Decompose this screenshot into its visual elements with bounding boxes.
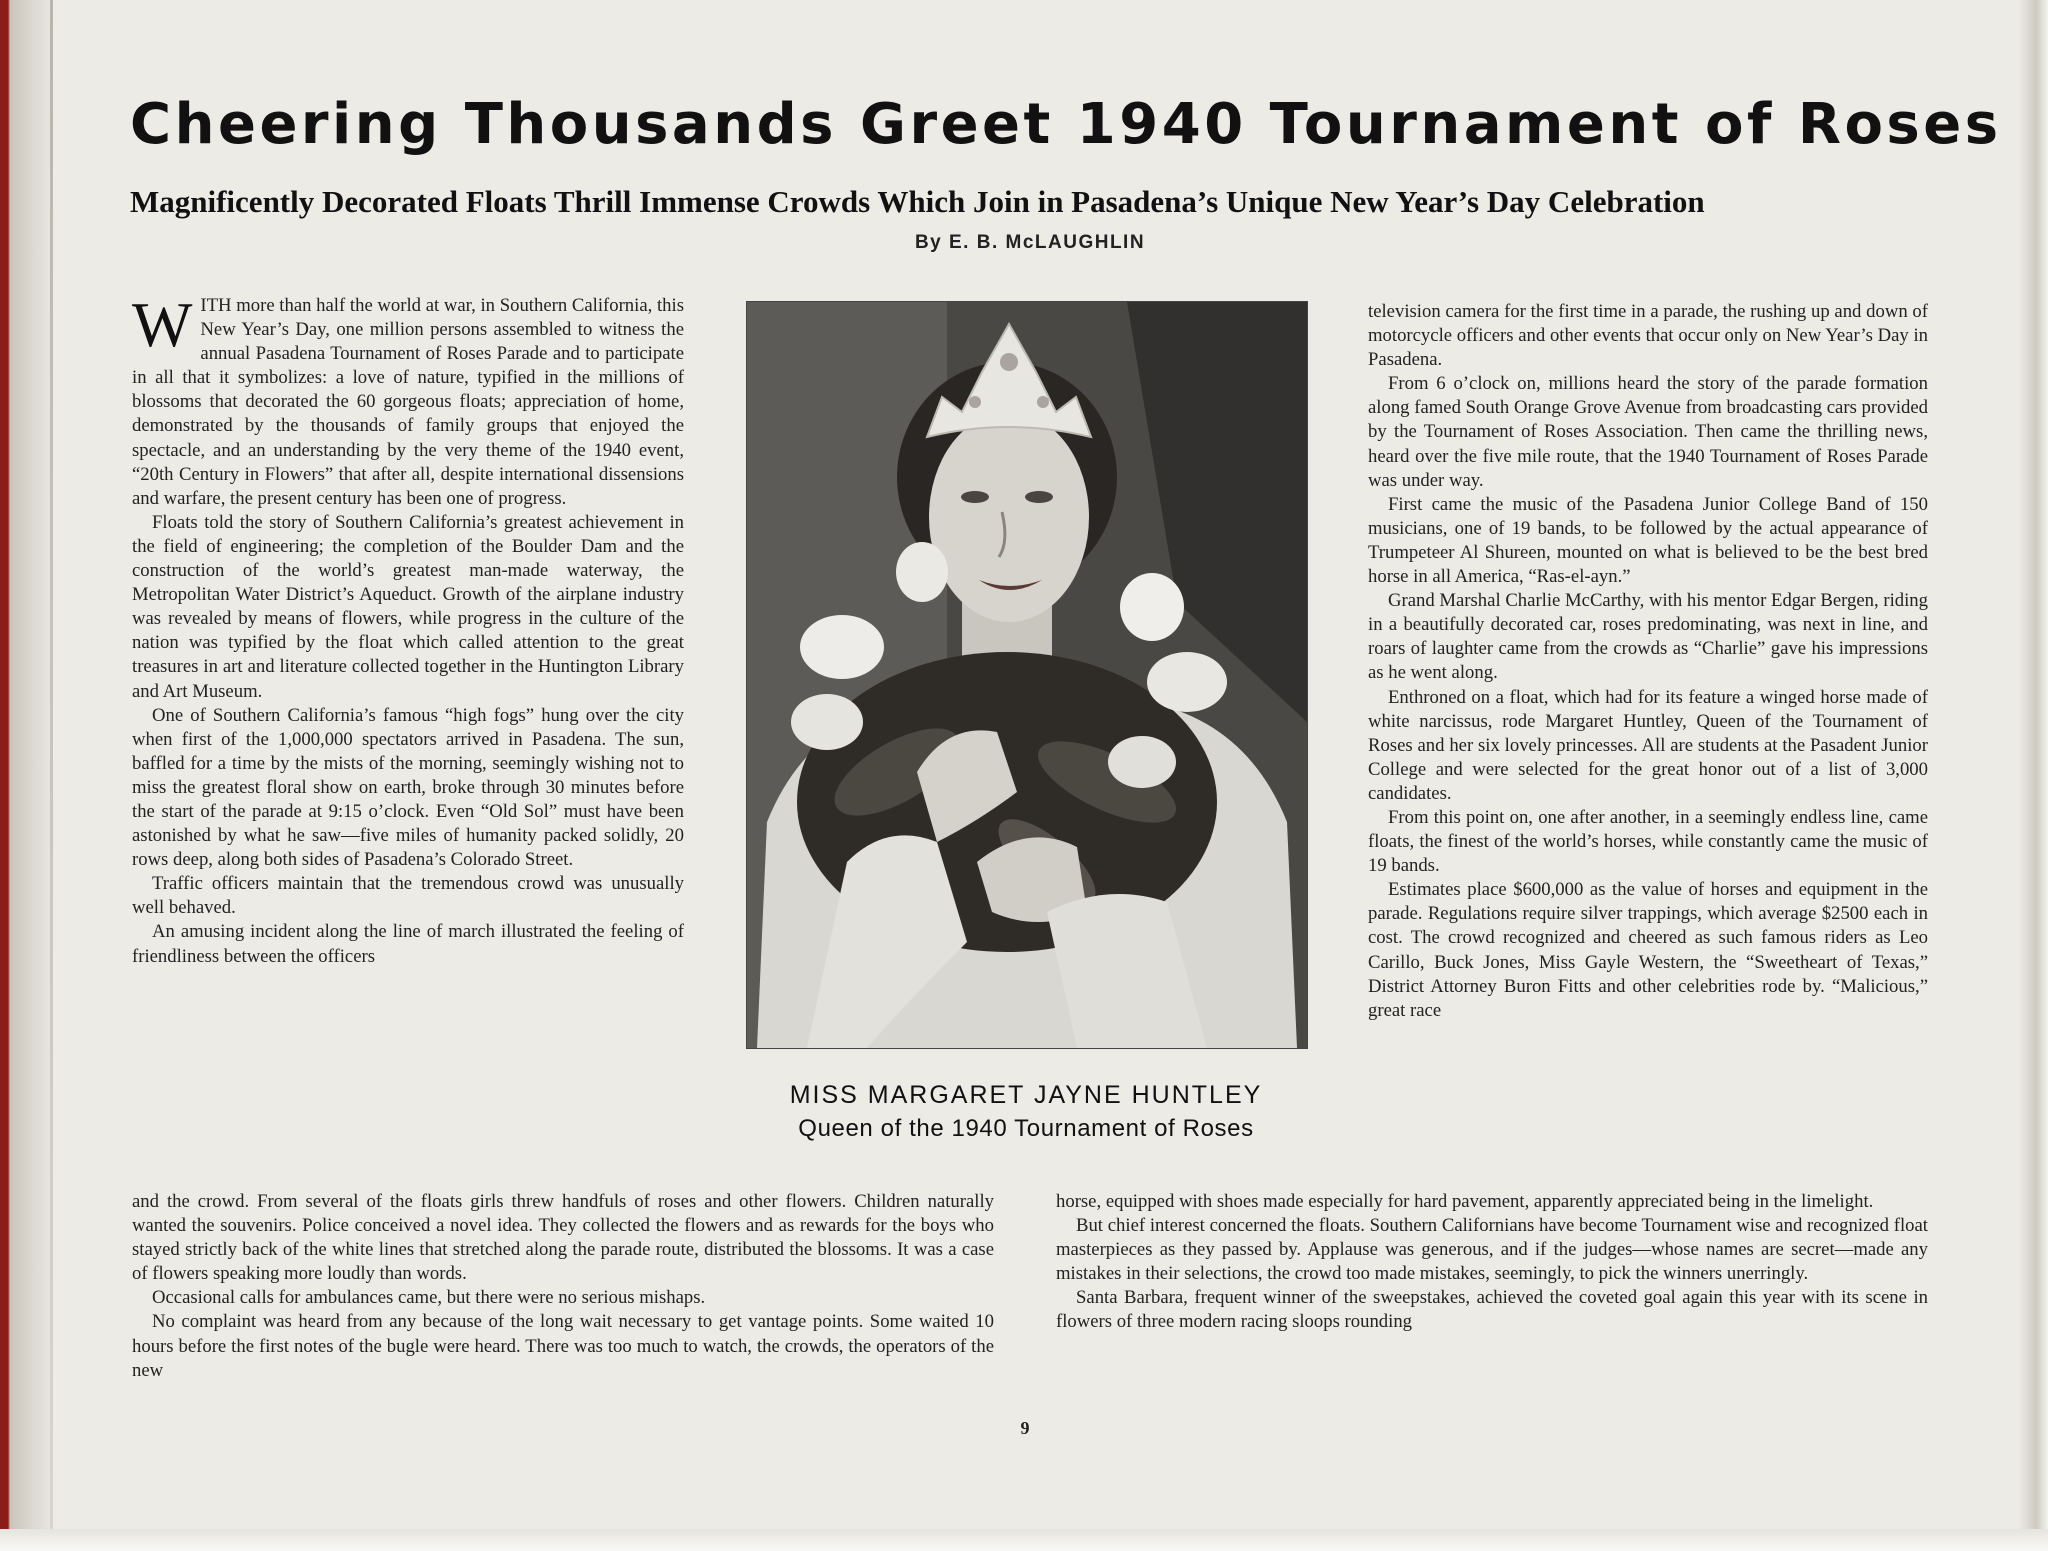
article-byline: By E. B. McLAUGHLIN: [914, 232, 1146, 253]
drop-cap: W: [132, 289, 193, 360]
article-subheadline: Magnificently Decorated Floats Thrill Immense Crowds Which Join in Pasadena’s Unique New Year’s Day Celebration: [130, 184, 1705, 219]
article-headline: Cheering Thousands Greet 1940 Tournament of Roses: [130, 92, 2002, 157]
right-column: [1368, 300, 1928, 1023]
paragraph: From 6 o’clock on, millions heard the story of the parade formation along famed South Orange Grove Avenue from broadcasting cars provided by the Tournament of Roses Association. Then came the thrilling news, heard over the five mile route, that the 1940 Tournament of Roses Parade was under way.: [1368, 373, 1928, 491]
paragraph: An amusing incident along the line of march illustrated the feeling of friendliness between the officers: [132, 921, 684, 967]
photo-illustration: [747, 302, 1307, 1048]
caption-title: Queen of the 1940 Tournament of Roses: [798, 1115, 1254, 1142]
queen-photo: [746, 301, 1308, 1049]
page-bottom-edge: [0, 1529, 2048, 1551]
left-column: [132, 289, 684, 969]
caption-name: MISS MARGARET JAYNE HUNTLEY: [789, 1081, 1263, 1109]
paragraph: From this point on, one after another, in a seemingly endless line, came floats, the finest of the world’s horses, while constantly came the music of 19 bands.: [1368, 806, 1928, 877]
paragraph: But chief interest concerned the floats. Southern Californians have become Tournament wise and recognized float masterpieces as they passed by. Applause was generous, and if the judges—whose names are secret—made any mistakes in their selections, the crowd too made mistakes, seemingly, to pick the winners unerringly.: [1056, 1215, 1928, 1285]
bottom-left-column: [132, 1190, 994, 1383]
paragraph: television camera for the first time in a parade, the rushing up and down of motorcycle officers and other events that occur only on New Year’s Day in Pasadena.: [1368, 301, 1928, 371]
page-number: 9: [1020, 1418, 1030, 1438]
photo-caption: [746, 1078, 1306, 1146]
paragraph: Traffic officers maintain that the tremendous crowd was unusually well behaved.: [132, 873, 684, 919]
paragraph: No complaint was heard from any because of the long wait necessary to get vantage points. Some waited 10 hours before the first notes of the bugle were heard. There was too much to watch, the crowds, the operators of the new: [132, 1311, 994, 1381]
paragraph: and the crowd. From several of the floats girls threw handfuls of roses and other flowers. Children naturally wanted the souvenirs. Police conceived a novel idea. They collected the flowers and as rewards for the boys who stayed strictly back of the white lines that stretched along the parade route, distributed the blossoms. It was a case of flowers speaking more loudly than words.: [132, 1191, 994, 1285]
paragraph: One of Southern California’s famous “high fogs” hung over the city when first of the 1,000,000 spectators arrived in Pasadena. The sun, baffled for a time by the mists of the morning, seemingly wishing not to miss the greatest floral show on earth, broke through 30 minutes before the start of the parade at 9:15 o’clock. Even “Old Sol” must have been astonished by what he saw—five miles of humanity packed solidly, 20 rows deep, along both sides of Pasadena’s Colorado Street.: [132, 704, 684, 871]
paragraph: Estimates place $600,000 as the value of horses and equipment in the parade. Regulations require silver trappings, which average $2500 each in cost. The crowd recognized and cheered as such famous riders as Leo Carillo, Buck Jones, Miss Gayle Western, the “Sweetheart of Texas,” District Attorney Buron Fitts and other celebrities rode by. “Malicious,” great race: [1368, 879, 1928, 1021]
paragraph: Occasional calls for ambulances came, but there were no serious mishaps.: [152, 1287, 706, 1309]
paragraph: Grand Marshal Charlie McCarthy, with his mentor Edgar Bergen, riding in a beautifully decorated car, roses predominating, was next in line, and roars of laughter came from the crowds as “Charlie” gave his impressions as he went along.: [1368, 590, 1928, 684]
paragraph-text: ITH more than half the world at war, in Southern California, this New Year’s Day, one million persons assembled to witness the annual Pasadena Tournament of Roses Parade and to participate in all that it symbolizes: a love of nature, typified in the millions of blossoms that decorated the 60 gorgeous floats; appreciation of home, demonstrated by the thousands of family groups that enjoyed the spectacle, and an understanding by the very theme of the 1940 event, “20th Century in Flowers” that after all, despite international dissensions and warfare, the present century has been one of progress.: [132, 295, 684, 509]
paragraph: Santa Barbara, frequent winner of the sweepstakes, achieved the coveted goal again this year with its scene in flowers of three modern racing sloops rounding: [1056, 1287, 1928, 1333]
paragraph: horse, equipped with shoes made especially for hard pavement, apparently appreciated being in the limelight.: [1056, 1191, 1874, 1212]
bottom-right-column: [1056, 1190, 1928, 1335]
paragraph: First came the music of the Pasadena Junior College Band of 150 musicians, one of 19 bands, to be followed by the actual appearance of Trumpeteer Al Shureen, mounted on what is believed to be the best bred horse in all America, “Ras-el-ayn.”: [1368, 493, 1928, 588]
paragraph: Floats told the story of Southern California’s greatest achievement in the field of engineering; the completion of the Boulder Dam and the construction of the world’s greatest man-made waterway, the Metropolitan Water District’s Aqueduct. Growth of the airplane industry was revealed by means of flowers, while progress in the culture of the nation was typified by the float which called attention to the great treasures in art and literature collected together in the Huntington Library and Art Museum.: [132, 511, 684, 702]
paragraph: Enthroned on a float, which had for its feature a winged horse made of white narcissus, rode Margaret Huntley, Queen of the Tournament of Roses and her six lovely princesses. All are students at the Pasadent Junior College and were selected for the great honor out of a list of 3,000 candidates.: [1368, 686, 1928, 804]
paragraph: [132, 289, 684, 511]
